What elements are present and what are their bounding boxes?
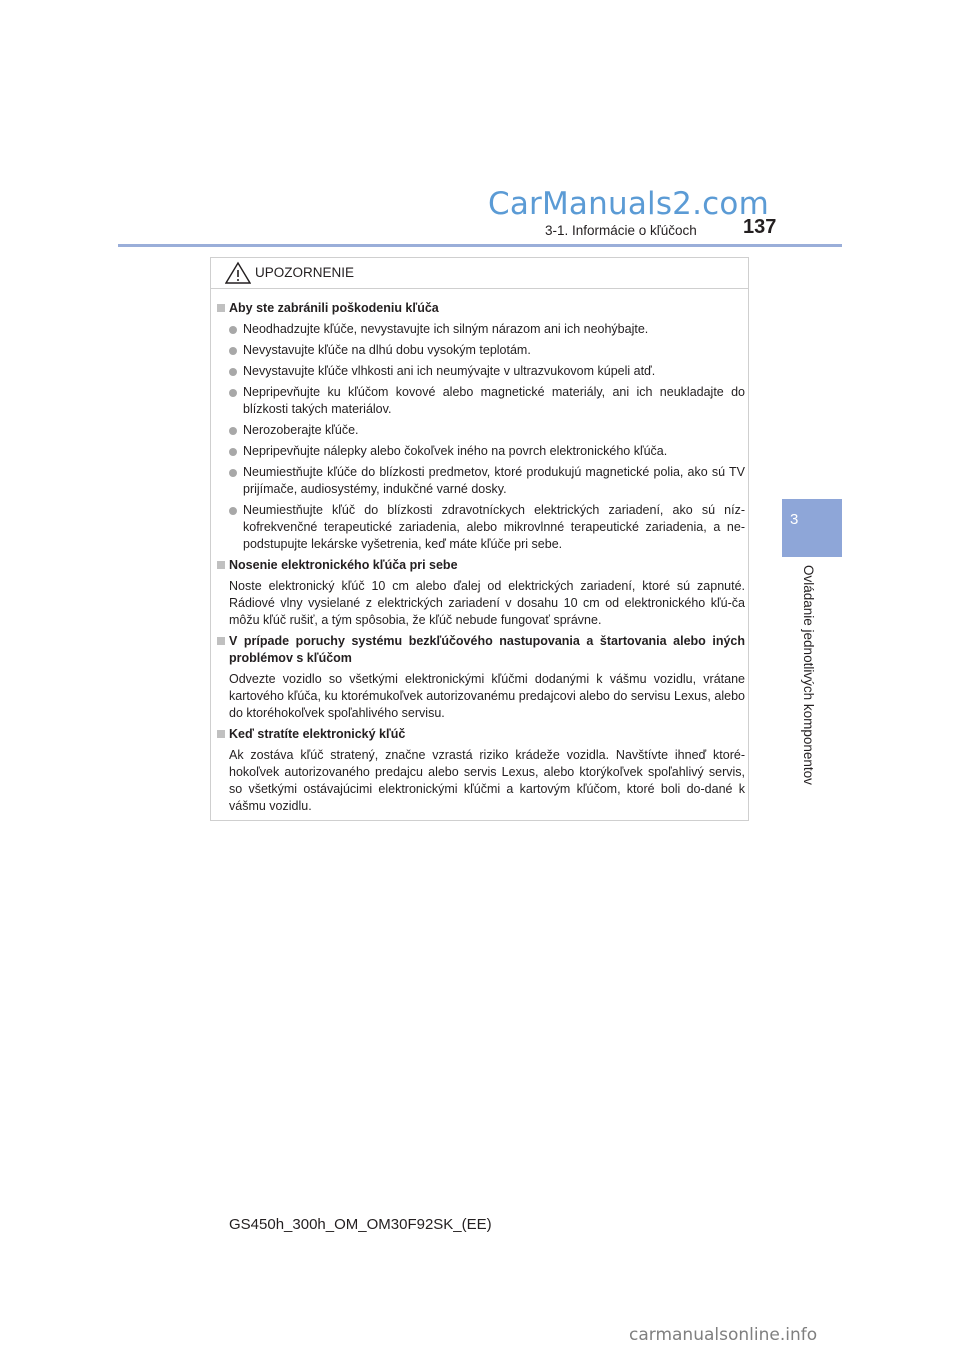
square-bullet-icon xyxy=(217,304,225,312)
warning-label: UPOZORNENIE xyxy=(255,265,355,280)
chapter-number: 3 xyxy=(790,511,799,528)
list-item: Neumiestňujte kľúče do blízkosti predmetov, ktoré produkujú magnetické polia, ako sú TV prijímače, audiosystémy, indukčné varné dosky. xyxy=(217,464,745,498)
warning-content xyxy=(217,300,745,819)
list-item: Nerozoberajte kľúče. xyxy=(217,422,745,439)
round-bullet-icon xyxy=(229,469,237,477)
list-item: Nepripevňujte ku kľúčom kovové alebo magnetické materiály, ani ich neukladajte do blízkosti takých materiálov. xyxy=(217,384,745,418)
warning-header xyxy=(211,258,748,289)
list-item: Nevystavujte kľúče vlhkosti ani ich neumývajte v ultrazvukovom kúpeli atď. xyxy=(217,363,745,380)
round-bullet-icon xyxy=(229,389,237,397)
square-bullet-icon xyxy=(217,730,225,738)
list-item: Nepripevňujte nálepky alebo čokoľvek iného na povrch elektronického kľúča. xyxy=(217,443,745,460)
chapter-tab xyxy=(782,499,842,557)
warning-triangle-icon xyxy=(225,261,251,285)
square-bullet-icon xyxy=(217,637,225,645)
header-rule xyxy=(118,244,842,247)
warning-box xyxy=(210,257,749,821)
round-bullet-icon xyxy=(229,427,237,435)
page-number: 137 xyxy=(743,216,777,238)
list-item: Neumiestňujte kľúč do blízkosti zdravotníckych elektrických zariadení, ako sú níz-kofrekvenčné terapeutické zariadenia, alebo mikrovlnné terapeutické zariadenia, a ne-podstupujte lekárske vyšetrenia, keď máte kľúče pri sebe. xyxy=(217,502,745,553)
list-item: Nevystavujte kľúče na dlhú dobu vysokým teplotám. xyxy=(217,342,745,359)
watermark-logo: CarManuals2.com xyxy=(488,186,769,222)
round-bullet-icon xyxy=(229,326,237,334)
topic-heading: Aby ste zabránili poškodeniu kľúča xyxy=(217,300,745,317)
topic-heading: Nosenie elektronického kľúča pri sebe xyxy=(217,557,745,574)
list-item: Neodhadzujte kľúče, nevystavujte ich silným nárazom ani ich neohýbajte. xyxy=(217,321,745,338)
round-bullet-icon xyxy=(229,347,237,355)
square-bullet-icon xyxy=(217,561,225,569)
topic-paragraph: Noste elektronický kľúč 10 cm alebo ďalej od elektrických zariadení, ktoré sú zapnuté. Rádiové vlny vysielané z elektrických zariadení v dosahu 10 cm od elektronického kľú-ča môžu kľúč rušiť, a tým spôsobia, že kľúč nebude fungovať správne. xyxy=(229,579,745,627)
topic-paragraph: Odvezte vozidlo so všetkými elektronickými kľúčmi dodanými k vášmu vozidlu, vrátane kartového kľúča, ku ktorémukoľvek autorizovanému predajcovi alebo do servisu Lexus, alebo do ktoréhokoľvek spoľahlivého servisu. xyxy=(229,672,745,720)
chapter-title: Ovládanie jednotlivých komponentov xyxy=(801,565,816,785)
topic-heading: V prípade poruchy systému bezkľúčového nastupovania a štartovania alebo iných problémov s kľúčom xyxy=(217,633,745,667)
round-bullet-icon xyxy=(229,448,237,456)
topic-paragraph: Ak zostáva kľúč stratený, značne vzrastá riziko krádeže vozidla. Navštívte ihneď ktoré-hokoľvek autorizovaného predajcu alebo servis Lexus, alebo ktorýkoľvek spoľahlivý servis, so všetkými ostávajúcimi elektronickými kľúčmi a kartovým kľúčom, ktoré boli do-dané k vášmu vozidlu. xyxy=(229,748,745,813)
footer-site-logo: carmanualsonline.info xyxy=(629,1325,818,1345)
section-title: 3-1. Informácie o kľúčoch xyxy=(545,223,697,238)
document-code: GS450h_300h_OM_OM30F92SK_(EE) xyxy=(229,1216,492,1233)
round-bullet-icon xyxy=(229,368,237,376)
topic-heading: Keď stratíte elektronický kľúč xyxy=(217,726,745,743)
round-bullet-icon xyxy=(229,507,237,515)
